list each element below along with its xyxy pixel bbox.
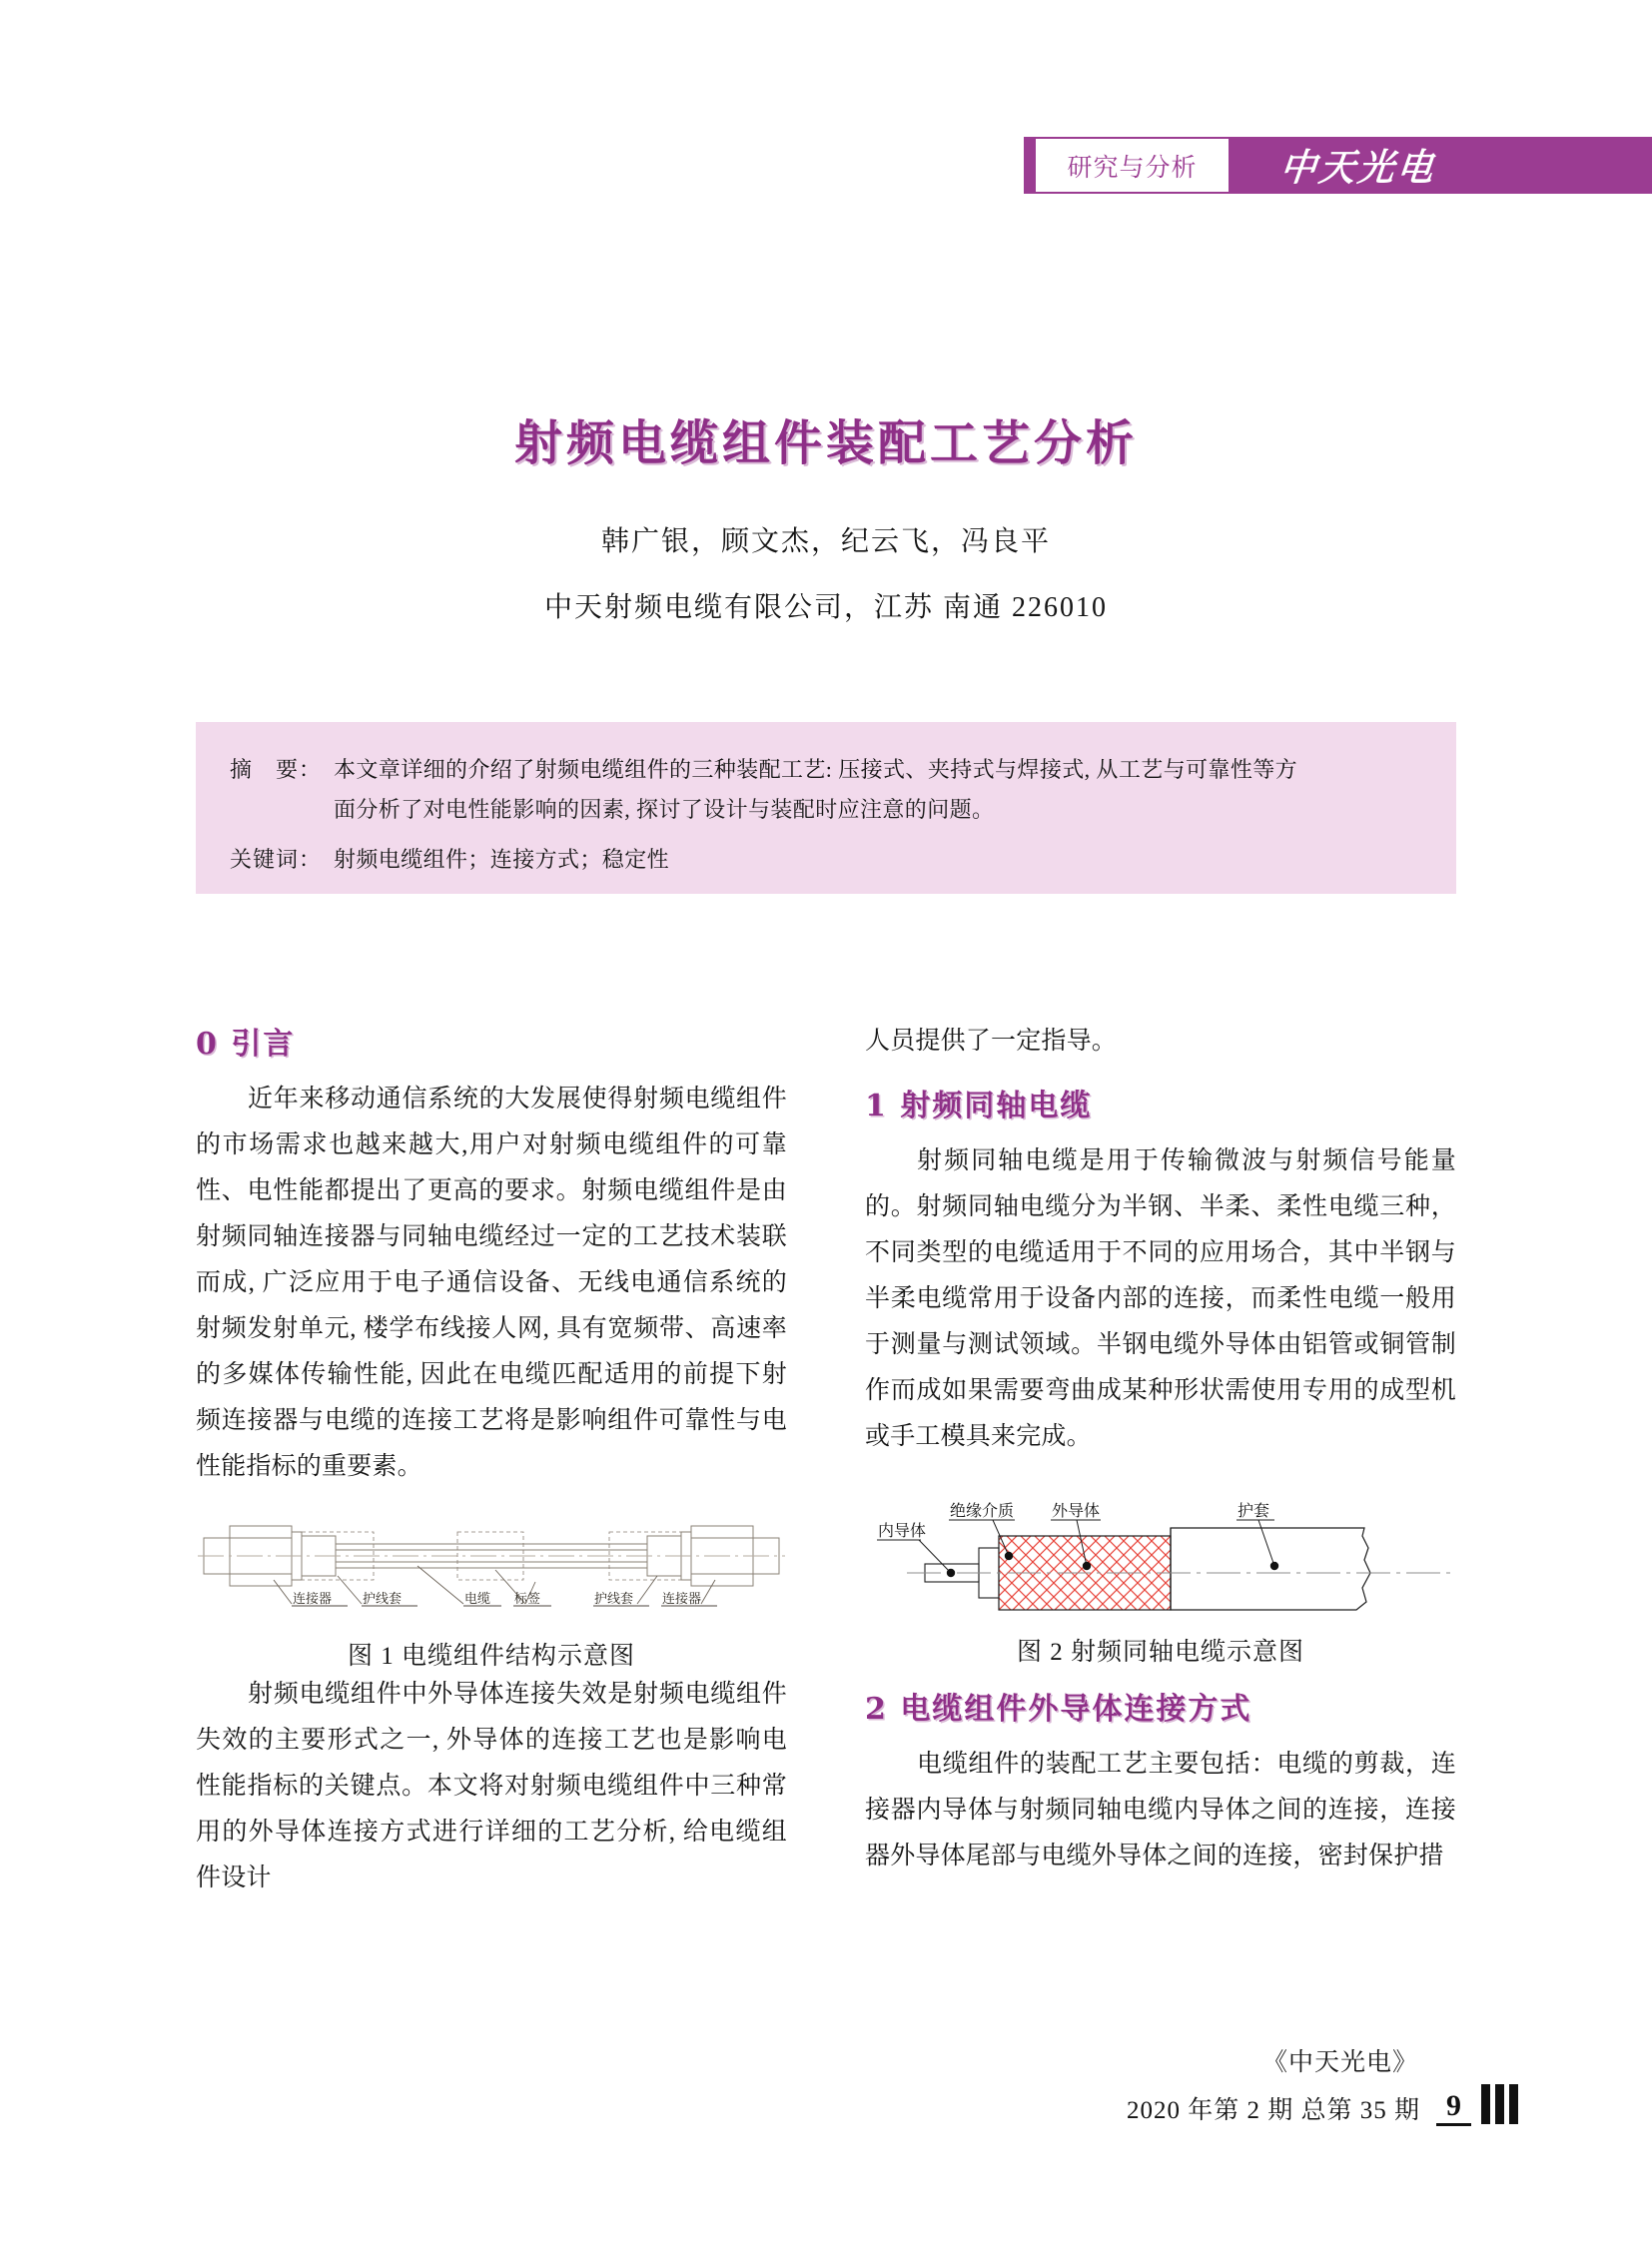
figure-1-image: [196, 1504, 787, 1630]
page-title: 射频电缆组件装配工艺分析: [513, 415, 1138, 471]
keywords-text: 射频电缆组件；连接方式；稳定性: [334, 847, 670, 872]
figure2-label-jacket: 护套: [1238, 1501, 1270, 1520]
header-brand-logo: 中天光电: [1277, 146, 1439, 190]
figure1-label-sleeve-left: 护线套: [363, 1592, 403, 1607]
section-heading-2: 2 电缆组件外导体连接方式: [865, 1692, 1252, 1727]
footer-journal-name: 《中天光电》: [1261, 2049, 1418, 2076]
right-paragraph-2: 电缆组件的装配工艺主要包括：电缆的剪裁，连接器内导体与射频同轴电缆内导体之间的连接，连接器外导体尾部与电缆外导体之间的连接，密封保护措: [865, 1751, 1456, 1869]
header-section-tab: [1034, 137, 1231, 194]
header-banner: [1024, 137, 1652, 194]
left-column: [196, 1019, 787, 1901]
figure1-label-connector-right: 连接器: [662, 1592, 702, 1607]
abstract-text-line1: 本文章详细的介绍了射频电缆组件的三种装配工艺: 压接式、夹持式与焊接式, 从工艺与可靠性等方: [334, 757, 1298, 782]
left-paragraph-2: 射频电缆组件中外导体连接失效是射频电缆组件失效的主要形式之一, 外导体的连接工艺也是影响电性能指标的关键点。本文将对射频电缆组件中三种常用的外导体连接方式进行详细的工艺分析, 给电缆组件设计: [196, 1681, 787, 1891]
figure1-label-tag: 标签: [514, 1592, 541, 1607]
footer-bar-marks-icon: [1481, 2084, 1518, 2124]
right-paragraph-continued: 人员提供了一定指导。: [865, 1028, 1118, 1055]
figure2-label-outer-conductor: 外导体: [1052, 1501, 1101, 1520]
section-heading-1: 1 射频同轴电缆: [865, 1089, 1093, 1123]
left-paragraph-1: 近年来移动通信系统的大发展使得射频电缆组件的市场需求也越来越大,用户对射频电缆组件的可靠性、电性能都提出了更高的要求。射频电缆组件是由射频同轴连接器与同轴电缆经过一定的工艺技术装联而成, 广泛应用于电子通信设备、无线电通信系统的射频发射单元, 楼学布线接人网, 具有宽频带、高速率的多媒体传输性能, 因此在电缆匹配适用的前提下射频连接器与电缆的连接工艺将是影响组件可靠性与电性能指标的重要素。: [196, 1086, 787, 1480]
header-section-tab-label: 研究与分析: [1067, 152, 1198, 182]
abstract-box: [196, 722, 1456, 894]
figure2-label-dielectric: 绝缘介质: [950, 1501, 1015, 1520]
affiliation: 中天射频电缆有限公司，江苏 南通 226010: [543, 592, 1108, 623]
abstract-row: [230, 750, 1422, 790]
right-column: [865, 1019, 1456, 1901]
figure2-label-inner-conductor: 内导体: [878, 1521, 927, 1540]
keywords-row: [230, 840, 1422, 880]
figure-1-caption: 图 1 电缆组件结构示意图: [347, 1643, 635, 1670]
figure-2-image: [865, 1478, 1456, 1626]
abstract-text-line2: 面分析了对电性能影响的因素, 探讨了设计与装配时应注意的问题。: [334, 797, 995, 822]
keywords-label: 关键词：: [230, 847, 323, 872]
figure-2-caption: 图 2 射频同轴电缆示意图: [1016, 1639, 1304, 1666]
page-footer: [1119, 2042, 1518, 2126]
footer-line: [1119, 2084, 1518, 2126]
title-block: [0, 404, 1652, 625]
figure1-label-connector-left: 连接器: [293, 1592, 333, 1607]
footer-issue-info: 2020 年第 2 期 总第 35 期: [1126, 2097, 1420, 2124]
figure1-label-sleeve-right: 护线套: [594, 1592, 634, 1607]
author-list: 韩广银，顾文杰，纪云飞，冯良平: [600, 526, 1051, 557]
section-heading-0: 0 引言: [196, 1027, 296, 1062]
figure1-label-cable: 电缆: [464, 1592, 491, 1607]
body-columns: [196, 1019, 1456, 1901]
page-number: 9: [1436, 2091, 1471, 2126]
right-paragraph-1: 射频同轴电缆是用于传输微波与射频信号能量的。射频同轴电缆分为半钢、半柔、柔性电缆三种，不同类型的电缆适用于不同的应用场合，其中半钢与半柔电缆常用于设备内部的连接，而柔性电缆一般用于测量与测试领域。半钢电缆外导体由铝管或铜管制作而成如果需要弯曲成某种形状需使用专用的成型机或手工模具来完成。: [865, 1147, 1456, 1450]
abstract-label: 摘 要：: [230, 757, 323, 782]
